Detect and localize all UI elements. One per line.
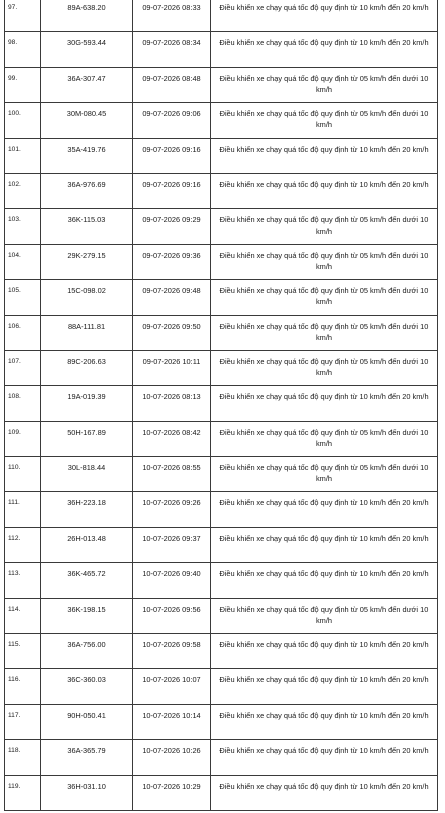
violation-time: 09-07-2026 09:06 <box>133 103 211 138</box>
row-number: 117. <box>5 704 41 739</box>
violation-description: Điều khiển xe chạy quá tốc độ quy định từ 05 km/h đến dưới 10 km/h <box>211 209 438 244</box>
violation-time: 09-07-2026 08:48 <box>133 67 211 102</box>
license-plate: 35A-419.76 <box>41 138 133 173</box>
license-plate: 36C-360.03 <box>41 669 133 704</box>
violation-description: Điều khiển xe chạy quá tốc độ quy định từ 10 km/h đến 20 km/h <box>211 563 438 598</box>
row-number: 101. <box>5 138 41 173</box>
table-row <box>5 138 438 173</box>
violation-description: Điều khiển xe chạy quá tốc độ quy định từ 05 km/h đến dưới 10 km/h <box>211 280 438 315</box>
violation-time: 10-07-2026 09:56 <box>133 598 211 633</box>
license-plate: 89A-638.20 <box>41 0 133 32</box>
license-plate: 36H-031.10 <box>41 775 133 810</box>
violation-description: Điều khiển xe chạy quá tốc độ quy định từ 05 km/h đến dưới 10 km/h <box>211 244 438 279</box>
violation-description: Điều khiển xe chạy quá tốc độ quy định từ 05 km/h đến dưới 10 km/h <box>211 103 438 138</box>
row-number: 99. <box>5 67 41 102</box>
license-plate: 36K-115.03 <box>41 209 133 244</box>
license-plate: 36K-465.72 <box>41 563 133 598</box>
violation-description: Điều khiển xe chạy quá tốc độ quy định từ 10 km/h đến 20 km/h <box>211 32 438 67</box>
license-plate: 36K-198.15 <box>41 598 133 633</box>
row-number: 104. <box>5 244 41 279</box>
violations-table <box>4 0 438 811</box>
violation-description: Điều khiển xe chạy quá tốc độ quy định từ 10 km/h đến 20 km/h <box>211 173 438 208</box>
row-number: 100. <box>5 103 41 138</box>
violation-time: 10-07-2026 08:55 <box>133 457 211 492</box>
violation-time: 10-07-2026 09:40 <box>133 563 211 598</box>
license-plate: 90H-050.41 <box>41 704 133 739</box>
license-plate: 30L-818.44 <box>41 457 133 492</box>
violation-time: 10-07-2026 10:07 <box>133 669 211 704</box>
table-row <box>5 457 438 492</box>
violation-time: 09-07-2026 09:16 <box>133 173 211 208</box>
violation-time: 09-07-2026 09:16 <box>133 138 211 173</box>
violation-time: 10-07-2026 10:29 <box>133 775 211 810</box>
license-plate: 30G-593.44 <box>41 32 133 67</box>
table-row <box>5 103 438 138</box>
violation-description: Điều khiển xe chạy quá tốc độ quy định từ 05 km/h đến dưới 10 km/h <box>211 315 438 350</box>
violation-description: Điều khiển xe chạy quá tốc độ quy định từ 10 km/h đến 20 km/h <box>211 704 438 739</box>
license-plate: 36A-307.47 <box>41 67 133 102</box>
table-row <box>5 350 438 385</box>
row-number: 106. <box>5 315 41 350</box>
violations-table-body <box>5 0 438 810</box>
table-row <box>5 173 438 208</box>
violation-time: 10-07-2026 09:58 <box>133 634 211 669</box>
violation-time: 09-07-2026 09:36 <box>133 244 211 279</box>
license-plate: 36A-365.79 <box>41 740 133 775</box>
violation-time: 10-07-2026 08:42 <box>133 421 211 456</box>
violation-description: Điều khiển xe chạy quá tốc độ quy định từ 10 km/h đến 20 km/h <box>211 634 438 669</box>
violation-description: Điều khiển xe chạy quá tốc độ quy định từ 10 km/h đến 20 km/h <box>211 0 438 32</box>
table-row <box>5 244 438 279</box>
violation-time: 09-07-2026 09:48 <box>133 280 211 315</box>
table-row <box>5 32 438 67</box>
license-plate: 15C-098.02 <box>41 280 133 315</box>
row-number: 97. <box>5 0 41 32</box>
row-number: 119. <box>5 775 41 810</box>
table-row <box>5 563 438 598</box>
violation-time: 10-07-2026 09:37 <box>133 527 211 562</box>
row-number: 116. <box>5 669 41 704</box>
table-row <box>5 386 438 421</box>
license-plate: 30M-080.45 <box>41 103 133 138</box>
table-row <box>5 775 438 810</box>
violation-description: Điều khiển xe chạy quá tốc độ quy định từ 10 km/h đến 20 km/h <box>211 740 438 775</box>
table-row <box>5 315 438 350</box>
table-row <box>5 704 438 739</box>
violation-description: Điều khiển xe chạy quá tốc độ quy định từ 10 km/h đến 20 km/h <box>211 775 438 810</box>
violation-description: Điều khiển xe chạy quá tốc độ quy định từ 10 km/h đến 20 km/h <box>211 492 438 527</box>
row-number: 118. <box>5 740 41 775</box>
license-plate: 36A-756.00 <box>41 634 133 669</box>
license-plate: 26H-013.48 <box>41 527 133 562</box>
violation-description: Điều khiển xe chạy quá tốc độ quy định từ 05 km/h đến dưới 10 km/h <box>211 421 438 456</box>
violation-time: 10-07-2026 09:26 <box>133 492 211 527</box>
license-plate: 89C-206.63 <box>41 350 133 385</box>
row-number: 98. <box>5 32 41 67</box>
license-plate: 36A-976.69 <box>41 173 133 208</box>
row-number: 112. <box>5 527 41 562</box>
violation-time: 09-07-2026 10:11 <box>133 350 211 385</box>
violation-description: Điều khiển xe chạy quá tốc độ quy định từ 05 km/h đến dưới 10 km/h <box>211 598 438 633</box>
table-row <box>5 421 438 456</box>
table-row <box>5 634 438 669</box>
license-plate: 50H-167.89 <box>41 421 133 456</box>
violation-time: 09-07-2026 09:29 <box>133 209 211 244</box>
table-row <box>5 280 438 315</box>
table-row <box>5 0 438 32</box>
table-row <box>5 527 438 562</box>
table-row <box>5 209 438 244</box>
row-number: 115. <box>5 634 41 669</box>
row-number: 114. <box>5 598 41 633</box>
violation-description: Điều khiển xe chạy quá tốc độ quy định từ 10 km/h đến 20 km/h <box>211 138 438 173</box>
row-number: 110. <box>5 457 41 492</box>
license-plate: 19A-019.39 <box>41 386 133 421</box>
violation-description: Điều khiển xe chạy quá tốc độ quy định từ 10 km/h đến 20 km/h <box>211 527 438 562</box>
violation-time: 09-07-2026 09:50 <box>133 315 211 350</box>
row-number: 108. <box>5 386 41 421</box>
table-row <box>5 598 438 633</box>
violation-description: Điều khiển xe chạy quá tốc độ quy định từ 10 km/h đến 20 km/h <box>211 669 438 704</box>
violation-description: Điều khiển xe chạy quá tốc độ quy định từ 10 km/h đến 20 km/h <box>211 386 438 421</box>
violation-description: Điều khiển xe chạy quá tốc độ quy định từ 05 km/h đến dưới 10 km/h <box>211 457 438 492</box>
license-plate: 29K-279.15 <box>41 244 133 279</box>
row-number: 111. <box>5 492 41 527</box>
violation-description: Điều khiển xe chạy quá tốc độ quy định từ 05 km/h đến dưới 10 km/h <box>211 350 438 385</box>
license-plate: 88A-111.81 <box>41 315 133 350</box>
table-row <box>5 740 438 775</box>
violation-description: Điều khiển xe chạy quá tốc độ quy định từ 05 km/h đến dưới 10 km/h <box>211 67 438 102</box>
row-number: 102. <box>5 173 41 208</box>
violation-time: 10-07-2026 10:14 <box>133 704 211 739</box>
row-number: 109. <box>5 421 41 456</box>
table-row <box>5 492 438 527</box>
row-number: 107. <box>5 350 41 385</box>
table-row <box>5 67 438 102</box>
violation-time: 10-07-2026 08:13 <box>133 386 211 421</box>
license-plate: 36H-223.18 <box>41 492 133 527</box>
table-row <box>5 669 438 704</box>
row-number: 105. <box>5 280 41 315</box>
violation-time: 09-07-2026 08:33 <box>133 0 211 32</box>
row-number: 113. <box>5 563 41 598</box>
row-number: 103. <box>5 209 41 244</box>
violation-time: 09-07-2026 08:34 <box>133 32 211 67</box>
violation-time: 10-07-2026 10:26 <box>133 740 211 775</box>
